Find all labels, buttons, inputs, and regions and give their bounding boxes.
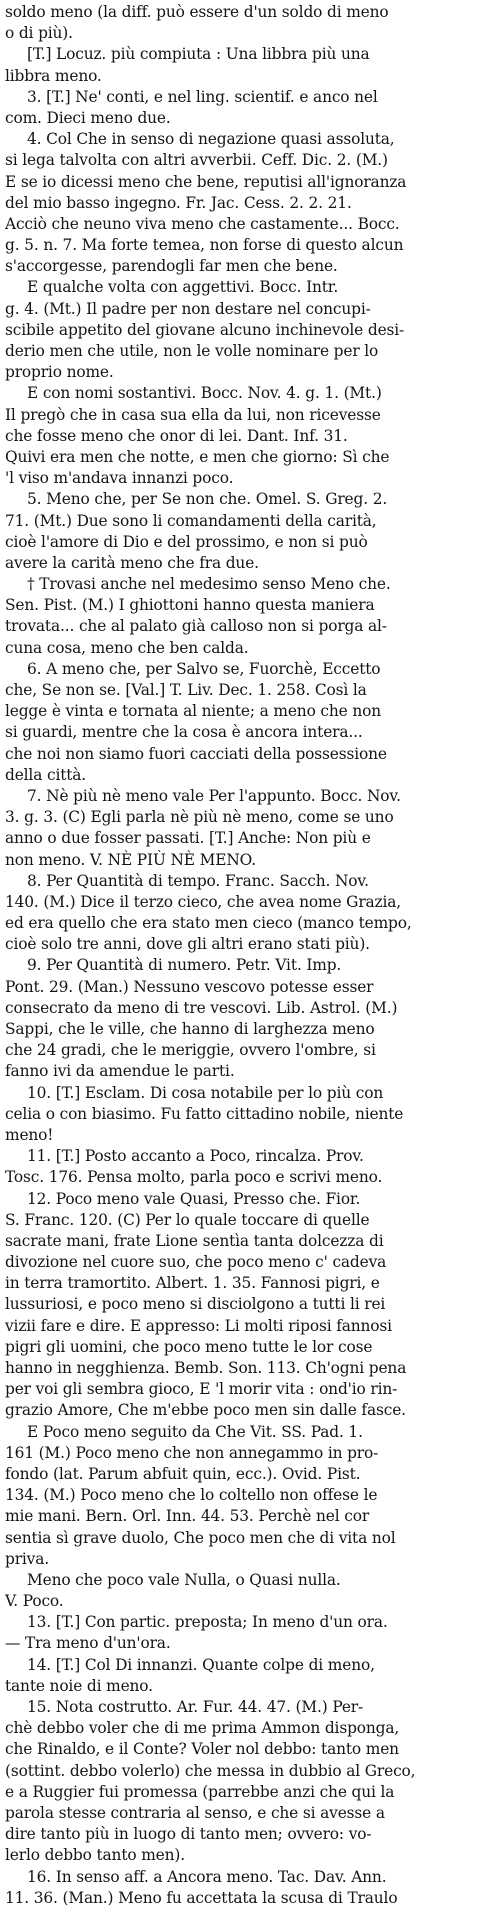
text-line: 9. Per Quantità di numero. Petr. Vit. Imp.: [27, 956, 342, 975]
text-line: cuna cosa, meno che ben calda.: [5, 638, 249, 657]
text-line: tante noie di meno.: [5, 1676, 153, 1695]
text-line: grazio Amore, Che m'ebbe poco men sin dalle fasce.: [5, 1401, 406, 1420]
text-line: 11. [T.] Posto accanto a Poco, rincalza. Prov.: [27, 1147, 364, 1166]
text-line: si guardi, mentre che la cosa è ancora intera...: [5, 723, 363, 742]
text-line: Meno che poco vale Nulla, o Quasi nulla.: [27, 1570, 341, 1589]
text-line: 13. [T.] Con partic. preposta; In meno d'un ora.: [27, 1613, 388, 1632]
text-line: cioè solo tre anni, dove gli altri erano stati più).: [5, 935, 370, 954]
text-line: lerlo debbo tanto men).: [5, 1846, 185, 1865]
text-line: 5. Meno che, per Se non che. Omel. S. Greg. 2.: [27, 490, 388, 509]
text-line: ed era quello che era stato men cieco (manco tempo,: [5, 914, 412, 933]
text-line: anno o due fosser passati. [T.] Anche: Non più e: [5, 829, 371, 848]
text-line: che 24 gradi, che le meriggie, ovvero l'ombre, si: [5, 1041, 376, 1060]
text-line: divozione nel cuore suo, che poco meno c' cadeva: [5, 1253, 387, 1272]
text-line: cioè l'amore di Dio e del prossimo, e non si può: [5, 532, 368, 551]
text-line: s'accorgesse, parendogli far men che bene.: [5, 257, 338, 276]
text-line: pigri gli uomini, che poco meno tutte le lor cose: [5, 1337, 373, 1356]
text-line: proprio nome.: [5, 363, 114, 382]
text-line: soldo meno (la diff. può essere d'un soldo di meno: [5, 3, 389, 21]
text-line: trovata... che al palato già calloso non si porga al-: [5, 617, 387, 636]
text-line: 8. Per Quantità di tempo. Franc. Sacch. Nov.: [27, 871, 369, 890]
text-line: E con nomi sostantivi. Bocc. Nov. 4. g. 1. (Mt.): [27, 384, 382, 403]
text-line: Il pregò che in casa sua ella da lui, non ricevesse: [5, 405, 381, 424]
text-line: 7. Nè più nè meno vale Per l'appunto. Bocc. Nov.: [27, 786, 401, 805]
text-line: che fosse meno che onor di lei. Dant. Inf. 31.: [5, 426, 348, 445]
text-line: g. 5. n. 7. Ma forte temea, non forse di questo alcun: [5, 236, 404, 255]
text-line: si lega talvolta con altri avverbii. Ceff. Dic. 2. (M.): [5, 151, 388, 170]
text-line: 14. [T.] Col Di innanzi. Quante colpe di meno,: [27, 1655, 375, 1674]
text-line: avere la carità meno che fra due.: [5, 553, 259, 572]
text-line: com. Dieci meno due.: [5, 108, 171, 127]
text-line: Quivi era men che notte, e men che giorno: Sì che: [5, 447, 390, 466]
text-line: 3. g. 3. (C) Egli parla nè più nè meno, come se uno: [5, 808, 394, 827]
text-line: vizii fare e dire. E appresso: Li molti riposi fannosi: [5, 1316, 392, 1335]
text-line: 4. Col Che in senso di negazione quasi assoluta,: [27, 130, 395, 149]
text-line: derio men che utile, non le volle nominare per lo: [5, 342, 379, 360]
text-line: chè debbo voler che di me prima Ammon disponga,: [5, 1719, 400, 1738]
text-line: non meno. V. NÈ PIÙ NÈ MENO.: [5, 850, 256, 869]
text-line: 15. Nota costrutto. Ar. Fur. 44. 47. (M.) Per-: [27, 1698, 364, 1716]
text-line: che, Se non se. [Val.] T. Liv. Dec. 1. 258. Così la: [5, 681, 367, 699]
text-line: 'l viso m'andava innanzi poco.: [5, 469, 234, 488]
text-line: meno!: [5, 1125, 54, 1144]
text-line: fondo (lat. Parum abfuit quin, ecc.). Ovid. Pist.: [5, 1464, 361, 1483]
text-line: che Rinaldo, e il Conte? Voler nol debbo: tanto men: [5, 1740, 399, 1759]
text-line: Pont. 29. (Man.) Nessuno vescovo potesse esser: [5, 977, 374, 996]
text-line: Tosc. 176. Pensa molto, parla poco e scrivi meno.: [5, 1168, 383, 1187]
text-line: 16. In senso aff. a Ancora meno. Tac. Dav. Ann.: [27, 1867, 387, 1886]
text-line: e a Ruggier fui promessa (parrebbe anzi che qui la: [5, 1782, 395, 1801]
text-line: dire tanto più in luogo di tanto men; ovvero: vo-: [5, 1825, 372, 1844]
text-line: libbra meno.: [5, 66, 102, 85]
text-line: mie mani. Bern. Orl. Inn. 44. 53. Perchè nel cor: [5, 1507, 370, 1526]
text-line: in terra tramortito. Albert. 1. 35. Fannosi pigri, e: [5, 1274, 380, 1293]
text-line: 71. (Mt.) Due sono li comandamenti della carità,: [5, 511, 377, 530]
text-line: V. Poco.: [5, 1592, 64, 1611]
text-line: (sottint. debbo volerlo) che messa in dubbio al Greco,: [5, 1761, 416, 1780]
text-line: per voi gli sembra gioco, E 'l morir vita : ond'io rin-: [5, 1380, 398, 1399]
text-line: 161 (M.) Poco meno che non annegammo in pro-: [5, 1443, 379, 1462]
text-line: del mio basso ingegno. Fr. Jac. Cess. 2. 2. 21.: [5, 193, 352, 212]
text-line: hanno in negghienza. Bemb. Son. 113. Ch'ogni pena: [5, 1359, 407, 1377]
text-line: 6. A meno che, per Salvo se, Fuorchè, Eccetto: [27, 659, 381, 678]
text-line: E qualche volta con aggettivi. Bocc. Intr.: [27, 278, 339, 297]
text-line: 11. 36. (Man.) Meno fu accettata la scusa di Traulo: [5, 1888, 398, 1907]
text-line: parola stesse contraria al senso, e che si avesse a: [5, 1803, 385, 1822]
text-line: che noi non siamo fuori cacciati della possessione: [5, 744, 387, 763]
text-line: 140. (M.) Dice il terzo cieco, che avea nome Grazia,: [5, 892, 402, 911]
text-line: Sen. Pist. (M.) I ghiottoni hanno questa maniera: [5, 596, 375, 615]
text-line: 10. [T.] Esclam. Di cosa notabile per lo più con: [27, 1083, 384, 1102]
text-line: g. 4. (Mt.) Il padre per non destare nel concupi-: [5, 299, 371, 318]
text-line: lussuriosi, e poco meno si disciolgono a tutti li rei: [5, 1295, 386, 1314]
text-line: Acciò che neuno viva meno che castamente... Bocc.: [5, 214, 400, 233]
text-line: S. Franc. 120. (C) Per lo quale toccare di quelle: [5, 1210, 370, 1229]
text-line: o di più).: [5, 24, 73, 43]
text-line: E Poco meno seguito da Che Vit. SS. Pad. 1.: [27, 1422, 363, 1441]
text-line: — Tra meno d'un'ora.: [5, 1634, 171, 1653]
text-line: fanno ivi da amendue le parti.: [5, 1062, 235, 1081]
text-line: † Trovasi anche nel medesimo senso Meno che.: [27, 575, 391, 594]
text-line: 3. [T.] Ne' conti, e nel ling. scientif. e anco nel: [27, 87, 378, 106]
text-line: Sappi, che le ville, che hanno di larghezza meno: [5, 1020, 375, 1038]
text-line: [T.] Locuz. più compiuta : Una libbra più una: [27, 45, 370, 64]
text-line: 134. (M.) Poco meno che lo coltello non offese le: [5, 1486, 378, 1505]
text-line: legge è vinta e tornata al niente; a meno che non: [5, 702, 381, 721]
text-line: priva.: [5, 1549, 49, 1568]
text-line: della città.: [5, 765, 87, 784]
text-line: celia o con biasimo. Fu fatto cittadino nobile, niente: [5, 1104, 404, 1123]
text-line: E se io dicessi meno che bene, reputisi all'ignoranza: [5, 172, 407, 191]
text-line: consecrato da meno di tre vescovi. Lib. Astrol. (M.): [5, 998, 398, 1017]
text-line: scibile appetito del giovane alcuno inchinevole desi-: [5, 320, 405, 339]
text-line: sentia sì grave duolo, Che poco men che di vita nol: [5, 1528, 396, 1547]
text-line: sacrate mani, frate Lione sentìa tanta dolcezza di: [5, 1231, 384, 1250]
text-line: 12. Poco meno vale Quasi, Presso che. Fior.: [27, 1189, 361, 1208]
